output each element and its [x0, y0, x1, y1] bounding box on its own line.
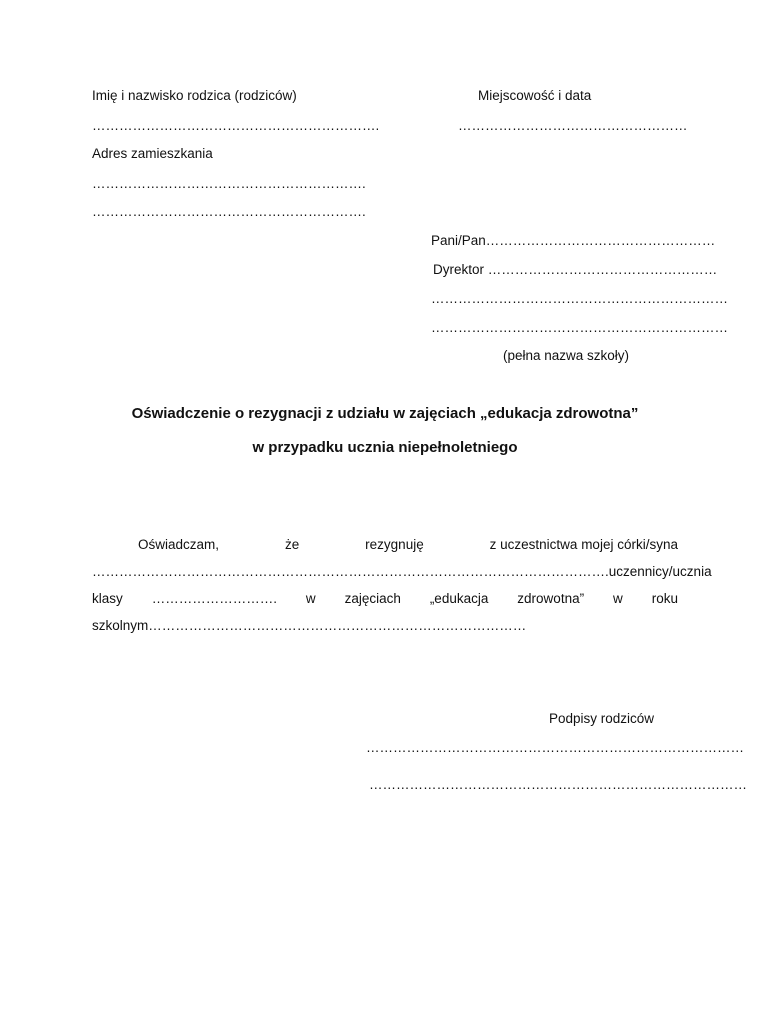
statement-word: „edukacja [429, 591, 489, 606]
statement-word: uczennicy/ucznia [608, 564, 712, 579]
statement-word: że [284, 537, 300, 552]
recipient-dots-2: ………………………………………………………… [431, 320, 728, 335]
school-name-note: (pełna nazwa szkoły) [503, 348, 630, 363]
class-dots: ………………………. [151, 591, 277, 606]
statement-word: w [613, 591, 623, 606]
statement-word: zajęciach [344, 591, 401, 606]
student-name-dots: ……………………………………………………………………………………………………. [92, 564, 609, 579]
statement-word: roku [651, 591, 678, 606]
statement-word: zdrowotna” [517, 591, 585, 606]
statement-word: rezygnuję [365, 537, 424, 552]
signatures-label: Podpisy rodziców [549, 711, 655, 726]
statement-word: klasy [92, 591, 123, 606]
parent-name-dots: ………………………………………………………. [92, 118, 380, 133]
parent-name-label: Imię i nazwisko rodzica (rodziców) [92, 88, 297, 103]
recipient-pani-pan: Pani/Pan…………………………………………… [431, 233, 716, 248]
statement-line-4: szkolnym………………………………………………………………………… [92, 618, 527, 633]
document-title-line-1: Oświadczenie o rezygnacji z udziału w zajęciach „edukacja zdrowotna” [131, 405, 639, 422]
recipient-dyrektor: Dyrektor …………………………………………… [433, 262, 718, 277]
statement-word: w [305, 591, 316, 606]
document-title-line-2: w przypadku ucznia niepełnoletniego [252, 439, 518, 456]
statement-line-1 [138, 536, 678, 554]
place-date-label: Miejscowość i data [478, 88, 592, 103]
statement-word: z uczestnictwa mojej córki/syna [489, 537, 678, 552]
recipient-dots-1: ………………………………………………………… [431, 291, 728, 306]
place-date-dots: …………………………………………… [458, 118, 688, 133]
address-dots-2: ……………………………………………………. [92, 204, 366, 219]
signature-dots-1: ………………………………………………………………………… [366, 740, 744, 755]
address-dots-1: ……………………………………………………. [92, 176, 366, 191]
statement-line-3 [92, 590, 678, 608]
address-label: Adres zamieszkania [92, 146, 213, 161]
statement-word: Oświadczam, [138, 537, 220, 552]
statement-line-2 [92, 563, 712, 581]
signature-dots-2: ………………………………………………………………………… [369, 777, 747, 792]
